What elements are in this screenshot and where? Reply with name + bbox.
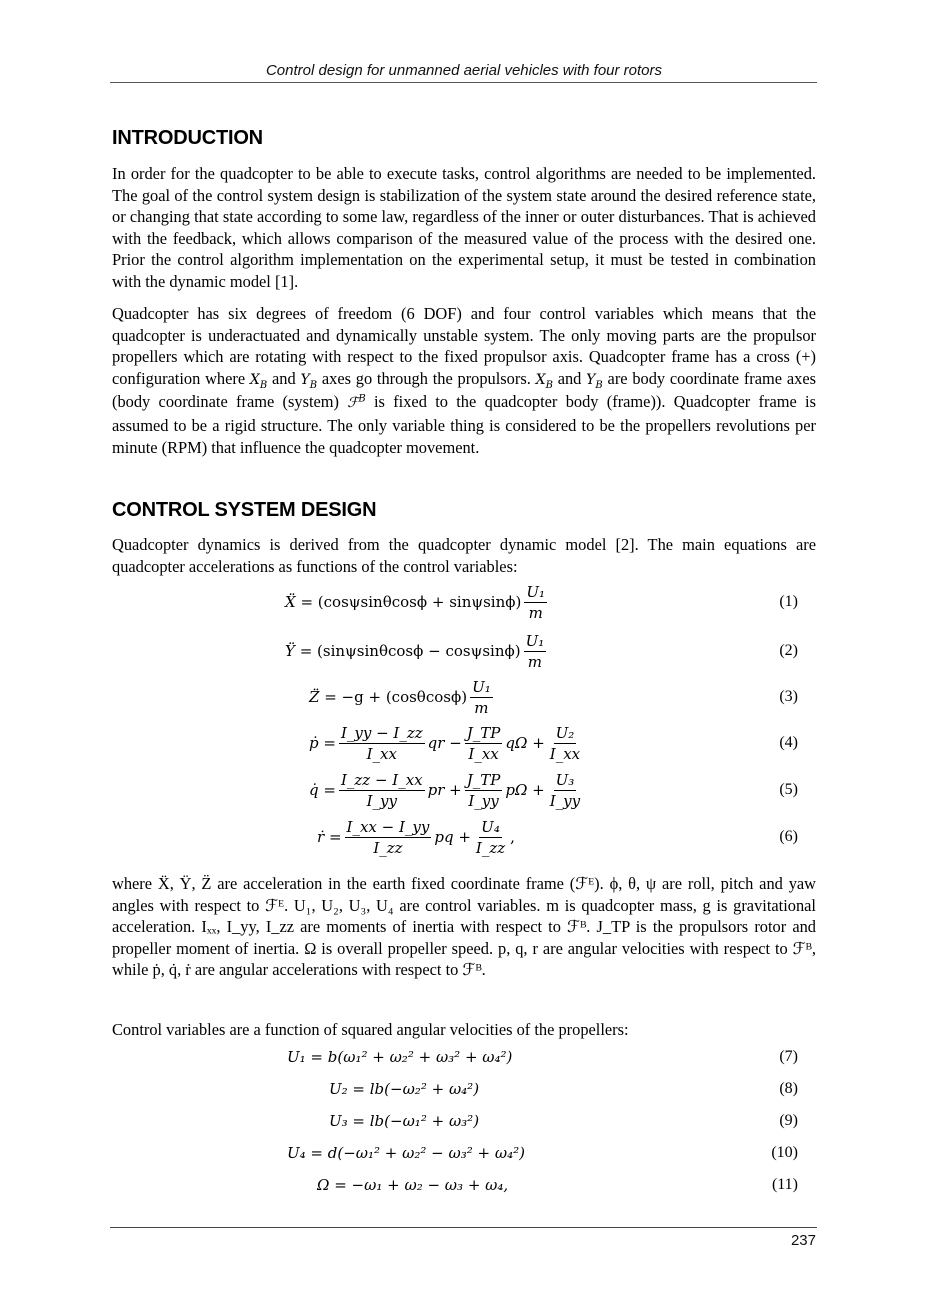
- equation-10: U₄ = d(−ω₁² + ω₂² − ω₃² + ω₄²) (10): [287, 1144, 798, 1162]
- section-heading-introduction: INTRODUCTION: [112, 127, 263, 149]
- equation-number: (1): [779, 593, 798, 610]
- equation-number: (11): [771, 1176, 798, 1193]
- header-rule: [110, 82, 817, 83]
- eq-lhs: q̇ =: [309, 781, 336, 799]
- control-variables-intro: Control variables are a function of squared angular velocities of the propellers:: [112, 1020, 629, 1039]
- text-run: are body coordinate frame axes (body coordinate frame (system): [112, 368, 816, 412]
- text-run: is fixed to the quadcopter body (frame)). Quadcopter frame is assumed to be a rigid structure. The only variable thing is considered to be the propellers revolutions per minute (RPM) that influence the quadcopter movement.: [112, 392, 816, 457]
- text-run: axes go through the propulsors.: [317, 368, 536, 388]
- eq-rhs: = −g + (cosθcosϕ): [324, 688, 468, 706]
- fraction: $\frac{I\_yy - I\_zz}{I\_xx}$: [340, 723, 423, 763]
- fraction: $\frac{\text{U₁}}{m}$: [526, 582, 546, 622]
- equation-number: (9): [779, 1112, 798, 1129]
- control-intro-paragraph: Quadcopter dynamics is derived from the quadcopter dynamic model [2]. The main equations are quadcopter accelerations as functions of the control variables:: [112, 535, 816, 576]
- equation-number: (3): [779, 688, 798, 705]
- text-run: and: [267, 368, 301, 388]
- text-run: Quadcopter has six degrees of freedom (6 DOF) and four control variables which means that the quadcopter is underactuated and dynamically unstable system. The only moving parts are the propulsor propellers which are rotating with respect to the fixed propulsor axis. Quadcopter frame has a cross (+) configuration where: [112, 304, 816, 388]
- running-header: Control design for unmanned aerial vehicles with four rotors: [265, 62, 663, 79]
- eq-term: qr −: [427, 734, 462, 752]
- fraction: $\frac{\text{U₁}}{m}$: [472, 677, 491, 717]
- eq-lhs: Z̈: [309, 688, 320, 706]
- footer-rule: [110, 1227, 817, 1228]
- eq-rhs: = (sinψsinθcosϕ − cosψsinϕ): [299, 642, 521, 660]
- text-run: and: [552, 368, 587, 388]
- eq-rhs: = (cosψsinθcosϕ + sinψsinϕ): [300, 593, 522, 611]
- intro-paragraph-1: In order for the quadcopter to be able to execute tasks, control algorithms are needed to be implemented. The goal of the control system design is stabilization of the system state around the desired reference state, or changing that state according to some law, regardless of the inner or outer disturbances. That is achieved with the feedback, which allows comparison of the measured value of the process with the desired one. Prior the control algorithm implementation on the experimental setup, it must be tested in combination with the dynamic model [1].: [112, 164, 816, 291]
- equation-number: (10): [771, 1144, 798, 1161]
- math-yb: $Y_B$: [300, 371, 318, 391]
- equation-5: [112, 768, 816, 812]
- equation-11: Ω = −ω₁ + ω₂ − ω₃ + ω₄, (11): [317, 1176, 798, 1194]
- eq-term: pΩ +: [505, 781, 545, 799]
- equation-number: (5): [779, 781, 798, 798]
- fraction: $\frac{\text{U₃}}{I\_yy}$: [549, 770, 581, 810]
- fraction: $\frac{\text{U₄}}{I\_zz}$: [475, 817, 506, 857]
- equation-number: (2): [779, 642, 798, 659]
- section-heading-control-system-design: CONTROL SYSTEM DESIGN: [112, 499, 377, 521]
- eq-term: pr +: [427, 781, 462, 799]
- eq-term: qΩ +: [505, 734, 545, 752]
- equation-6: [112, 815, 816, 859]
- math-yb: $Y_B$: [586, 371, 603, 391]
- page-number: 237: [790, 1232, 816, 1249]
- fraction: $\frac{\text{U₂}}{I\_xx}$: [549, 723, 581, 763]
- eq-term: pq +: [434, 828, 471, 846]
- where-paragraph: where Ẍ, Ÿ, Z̈ are acceleration in the earth fixed coordinate frame (ℱᴱ). ϕ, θ, ψ are roll, pitch and yaw angles with respect to ℱᴱ. U₁, U₂, U₃, U₄ are control variables. m is quadcopter mass, g is gravitational acceleration. Iₓₓ, I_yy, I_zz are moments of inertia with respect to ℱᴮ. J_TP is the propulsors rotor and propeller moment of inertia. Ω is overall propeller speed. p, q, r are angular velocities with respect to ℱᴮ, while ṗ, q̇, ṙ are angular accelerations with respect to ℱᴮ.: [112, 874, 816, 980]
- eq-lhs: ṗ =: [309, 734, 336, 752]
- equation-number: (8): [779, 1080, 798, 1097]
- math-frame-b: ℱ$^B$: [347, 393, 366, 412]
- equation-8: U₂ = lb(−ω₂² + ω₄²) (8): [329, 1080, 798, 1098]
- fraction: $\frac{I\_xx - I\_yy}{I\_zz}$: [346, 817, 430, 857]
- math-xb: $X_B$: [535, 371, 553, 391]
- equation-9: U₃ = lb(−ω₁² + ω₃²) (9): [329, 1112, 798, 1130]
- fraction: $\frac{J\_TP}{I\_yy}$: [466, 770, 501, 810]
- equation-7: U₁ = b(ω₁² + ω₂² + ω₃² + ω₄²) (7): [287, 1048, 798, 1066]
- eq-lhs: Ẍ: [285, 593, 296, 611]
- intro-paragraph-2: [112, 303, 816, 458]
- equation-number: (7): [779, 1048, 798, 1065]
- eq-lhs: Ÿ: [285, 642, 295, 660]
- equation-4: [112, 721, 816, 765]
- equation-2: [112, 629, 816, 673]
- equation-3: [112, 675, 816, 719]
- math-xb: $X_B$: [249, 371, 268, 391]
- fraction: $\frac{J\_TP}{I\_xx}$: [466, 723, 501, 763]
- fraction: $\frac{I\_zz - I\_xx}{I\_yy}$: [340, 770, 423, 810]
- equation-number: (4): [779, 734, 798, 751]
- eq-lhs: ṙ =: [317, 828, 342, 846]
- fraction: $\frac{\text{U₁}}{m}$: [525, 631, 545, 671]
- eq-comma: ,: [510, 828, 515, 846]
- equation-number: (6): [779, 828, 798, 845]
- equation-1: [112, 580, 816, 624]
